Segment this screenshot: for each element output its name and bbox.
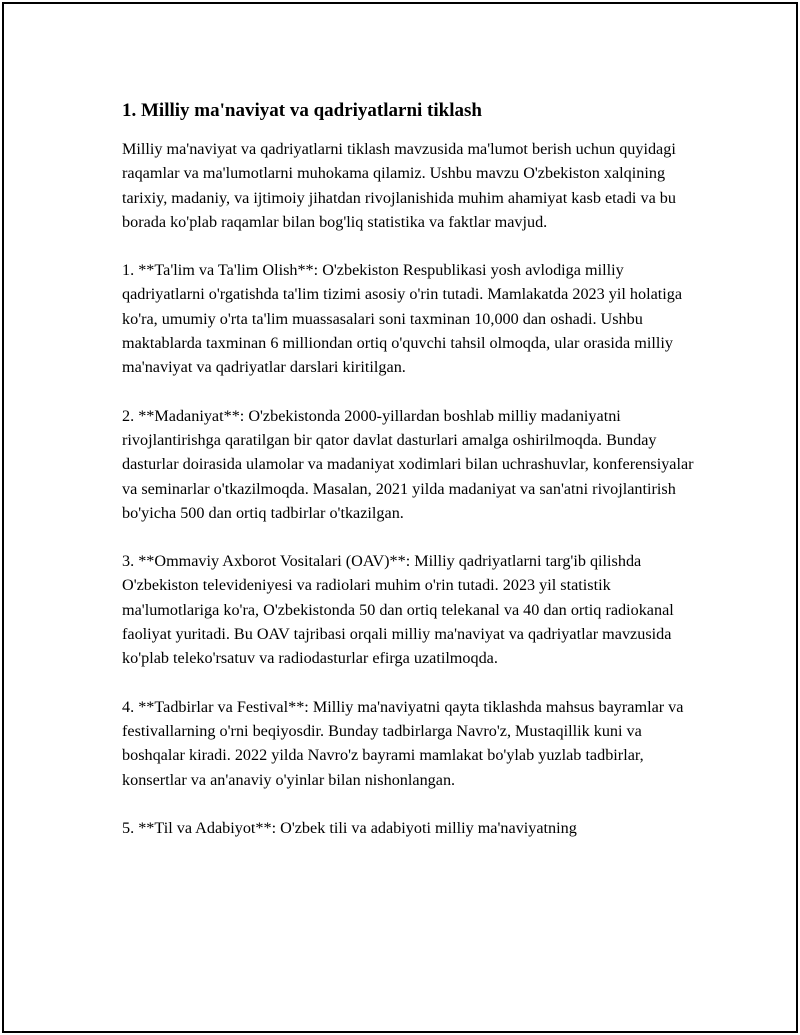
paragraph-events-festivals: 4. **Tadbirlar va Festival**: Milliy ma'naviyatni qayta tiklashda mahsus bayramlar va festivallarning o'rni beqiyosdir. Bunday tadbirlarga Navro'z, Mustaqillik kuni va boshqalar kiradi. 2022 yilda Navro'z bayrami mamlakat bo'ylab yuzlab tadbirlar, konsertlar va an'anaviy o'yinlar bilan nishonlangan. (122, 697, 684, 789)
document-body (122, 99, 702, 864)
intro-paragraph: Milliy ma'naviyat va qadriyatlarni tiklash mavzusida ma'lumot berish uchun quyidagi raqamlar va ma'lumotlarni muhokama qilamiz. Ushbu mavzu O'zbekiston xalqining tarixiy, madaniy, va ijtimoiy jihatdan rivojlanishida muhim ahamiyat kasb etadi va bu borada ko'plab raqamlar bilan bog'liq statistika va faktlar mavjud. (122, 140, 676, 231)
paragraph-mass-media: 3. **Ommaviy Axborot Vositalari (OAV)**: Milliy qadriyatlarni targ'ib qilishda O'zbekiston televideniyesi va radiolari muhim o'rin tutadi. 2023 yil statistik ma'lumotlariga ko'ra, O'zbekistonda 50 dan ortiq telekanal va 40 dan ortiq radiokanal faoliyat yuritadi. Bu OAV tajribasi orqali milliy ma'naviyat va qadriyatlar mavzusida ko'plab teleko'rsatuv va radiodasturlar efirga uzatilmoqda. (122, 552, 674, 668)
paragraph-education: 1. **Ta'lim va Ta'lim Olish**: O'zbekiston Respublikasi yosh avlodiga milliy qadriyatlarni o'rgatishda ta'lim tizimi asosiy o'rin tutadi. Mamlakatda 2023 yil holatiga ko'ra, umumiy o'rta ta'lim muassasalari soni taxminan 10,000 dan oshadi. Ushbu maktablarda taxminan 6 milliondan ortiq o'quvchi tahsil olmoqda, ular orasida milliy ma'naviyat va qadriyatlar darslari kiritilgan. (122, 261, 683, 377)
paragraph-culture: 2. **Madaniyat**: O'zbekistonda 2000-yillardan boshlab milliy madaniyatni rivojlantirishga qaratilgan bir qator davlat dasturlari amalga oshirilmoqda. Bunday dasturlar doirasida ulamolar va madaniyat xodimlari bilan uchrashuvlar, konferensiyalar va seminarlar o'tkazilmoqda. Masalan, 2021 yilda madaniyat va san'atni rivojlantirish bo'yicha 500 dan ortiq tadbirlar o'tkazilgan. (122, 406, 694, 522)
section-heading: 1. Milliy ma'naviyat va qadriyatlarni tiklash (122, 100, 482, 121)
page-frame (2, 2, 798, 1033)
paragraph-language-literature: 5. **Til va Adabiyot**: O'zbek tili va adabiyoti milliy ma'naviyatning (122, 818, 577, 837)
